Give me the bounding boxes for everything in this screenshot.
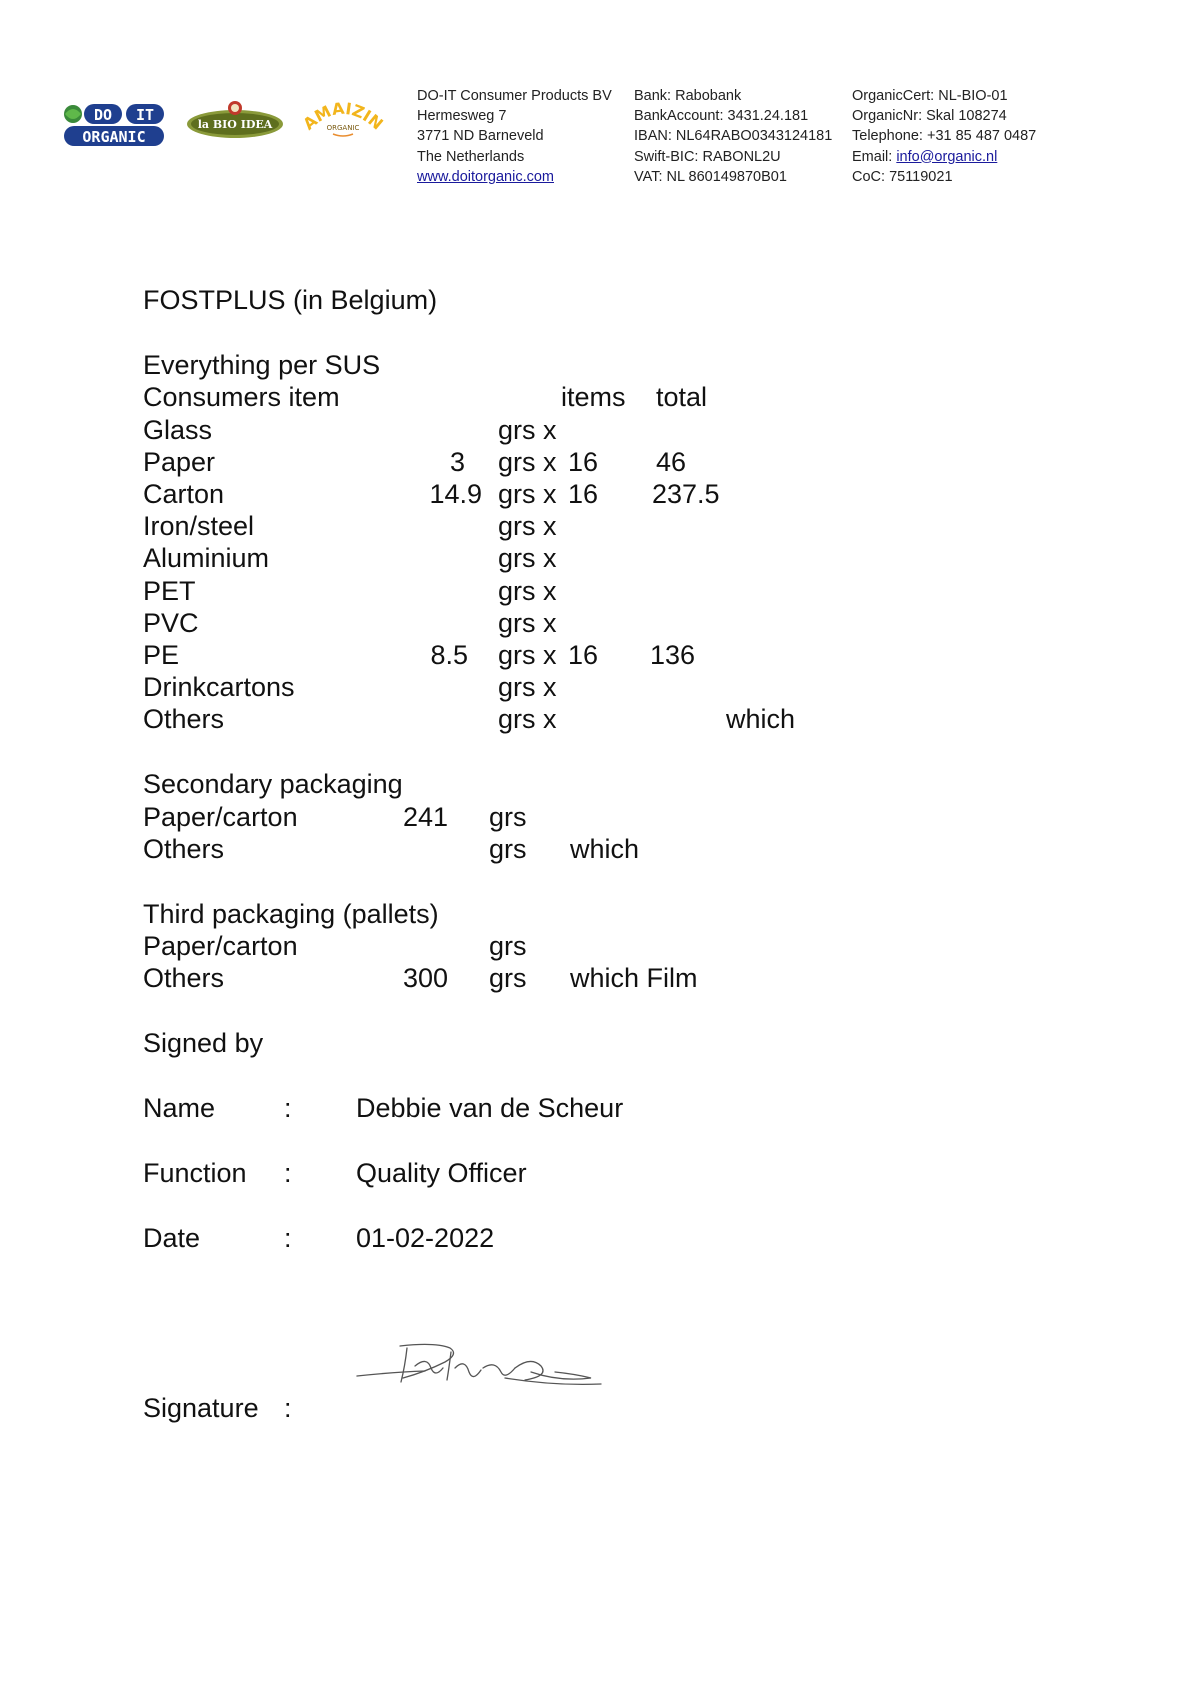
consumer-material: Aluminium xyxy=(143,543,270,573)
amaizin-logo-organic: ORGANIC xyxy=(326,124,360,132)
coc-number: CoC: 75119021 xyxy=(852,168,953,185)
doit-logo-organic: ORGANIC xyxy=(82,128,146,146)
consumer-material: PVC xyxy=(143,608,199,638)
bank-swift: Swift-BIC: RABONL2U xyxy=(634,148,781,165)
consumer-material: Glass xyxy=(143,415,213,445)
function-value: Quality Officer xyxy=(356,1158,527,1188)
doit-logo-it: IT xyxy=(135,106,155,124)
consumer-material: Others xyxy=(143,704,225,734)
name-value: Debbie van de Scheur xyxy=(356,1093,624,1123)
consumer-grams: 3 xyxy=(449,447,465,477)
consumer-material: PE xyxy=(143,640,180,670)
consumer-unit: grs x xyxy=(498,608,557,638)
consumer-header-total: total xyxy=(656,382,708,412)
third-which: which Film xyxy=(570,963,698,993)
bank-vat: VAT: NL 860149870B01 xyxy=(634,168,787,185)
consumer-unit: grs x xyxy=(498,640,557,670)
secondary-material: Others xyxy=(143,834,225,864)
handwritten-signature xyxy=(355,1338,605,1398)
date-colon: : xyxy=(284,1223,292,1253)
company-name: DO-IT Consumer Products BV xyxy=(417,88,612,104)
secondary-material: Paper/carton xyxy=(143,802,298,832)
third-title: Third packaging (pallets) xyxy=(143,899,439,929)
certification-block xyxy=(852,86,1036,187)
email-label: Email: xyxy=(852,148,897,165)
consumer-total: 46 xyxy=(656,447,687,477)
consumer-grams: 14.9 xyxy=(429,479,482,509)
signature-colon: : xyxy=(284,1393,292,1423)
la-bio-idea-logo xyxy=(185,98,285,144)
company-street: Hermesweg 7 xyxy=(417,108,507,125)
consumer-material: Paper xyxy=(143,447,216,477)
bank-name: Bank: Rabobank xyxy=(634,88,742,104)
bank-iban: IBAN: NL64RABO0343124181 xyxy=(634,128,833,145)
secondary-unit: grs xyxy=(489,802,527,832)
consumer-unit: grs x xyxy=(498,447,557,477)
consumer-which: which xyxy=(726,704,796,734)
consumer-intro: Everything per SUS xyxy=(143,350,381,380)
company-city: 3771 ND Barneveld xyxy=(417,128,544,145)
third-unit: grs xyxy=(489,931,527,961)
function-label: Function xyxy=(143,1158,247,1188)
secondary-unit: grs xyxy=(489,834,527,864)
consumer-material: PET xyxy=(143,576,196,606)
signed-by-title: Signed by xyxy=(143,1028,264,1058)
doit-organic-logo xyxy=(62,102,170,148)
consumer-unit: grs x xyxy=(498,479,557,509)
consumer-total: 136 xyxy=(650,640,696,670)
organic-nr: OrganicNr: Skal 108274 xyxy=(852,108,1007,125)
consumer-header-items: items xyxy=(561,382,626,412)
third-material: Paper/carton xyxy=(143,931,298,961)
telephone: Telephone: +31 85 487 0487 xyxy=(852,128,1037,145)
consumer-grams: 8.5 xyxy=(430,640,468,670)
name-colon: : xyxy=(284,1093,292,1123)
email-link[interactable]: info@organic.nl xyxy=(896,148,998,165)
amaizin-organic-logo xyxy=(298,100,388,146)
bank-details-block xyxy=(634,86,832,187)
name-label: Name xyxy=(143,1093,216,1123)
date-label: Date xyxy=(143,1223,201,1253)
company-address-block xyxy=(417,86,612,187)
date-value: 01-02-2022 xyxy=(356,1223,495,1253)
consumer-total: 237.5 xyxy=(652,479,720,509)
consumer-header-item: Consumers item xyxy=(143,382,340,412)
doit-logo-do: DO xyxy=(93,106,113,124)
secondary-which: which xyxy=(570,834,640,864)
secondary-title: Secondary packaging xyxy=(143,769,403,799)
consumer-material: Carton xyxy=(143,479,225,509)
third-material: Others xyxy=(143,963,225,993)
amaizin-logo-text: AMAIZIN xyxy=(299,100,387,134)
consumer-material: Drinkcartons xyxy=(143,672,295,702)
company-country: The Netherlands xyxy=(417,148,525,165)
secondary-grams: 241 xyxy=(403,802,449,832)
third-unit: grs xyxy=(489,963,527,993)
organic-cert: OrganicCert: NL-BIO-01 xyxy=(852,88,1008,104)
third-grams: 300 xyxy=(403,963,449,993)
consumer-items: 16 xyxy=(568,640,599,670)
consumer-unit: grs x xyxy=(498,704,557,734)
consumer-unit: grs x xyxy=(498,415,557,445)
consumer-material: Iron/steel xyxy=(143,511,255,541)
consumer-items: 16 xyxy=(568,479,599,509)
signature-label: Signature xyxy=(143,1393,259,1423)
consumer-unit: grs x xyxy=(498,672,557,702)
consumer-unit: grs x xyxy=(498,576,557,606)
function-colon: : xyxy=(284,1158,292,1188)
company-website-link[interactable]: www.doitorganic.com xyxy=(417,168,554,185)
page-title: FOSTPLUS (in Belgium) xyxy=(143,285,438,315)
bank-account: BankAccount: 3431.24.181 xyxy=(634,108,809,125)
consumer-unit: grs x xyxy=(498,543,557,573)
consumer-unit: grs x xyxy=(498,511,557,541)
consumer-items: 16 xyxy=(568,447,599,477)
bioidea-logo-text: la BIO IDEA xyxy=(197,118,273,131)
